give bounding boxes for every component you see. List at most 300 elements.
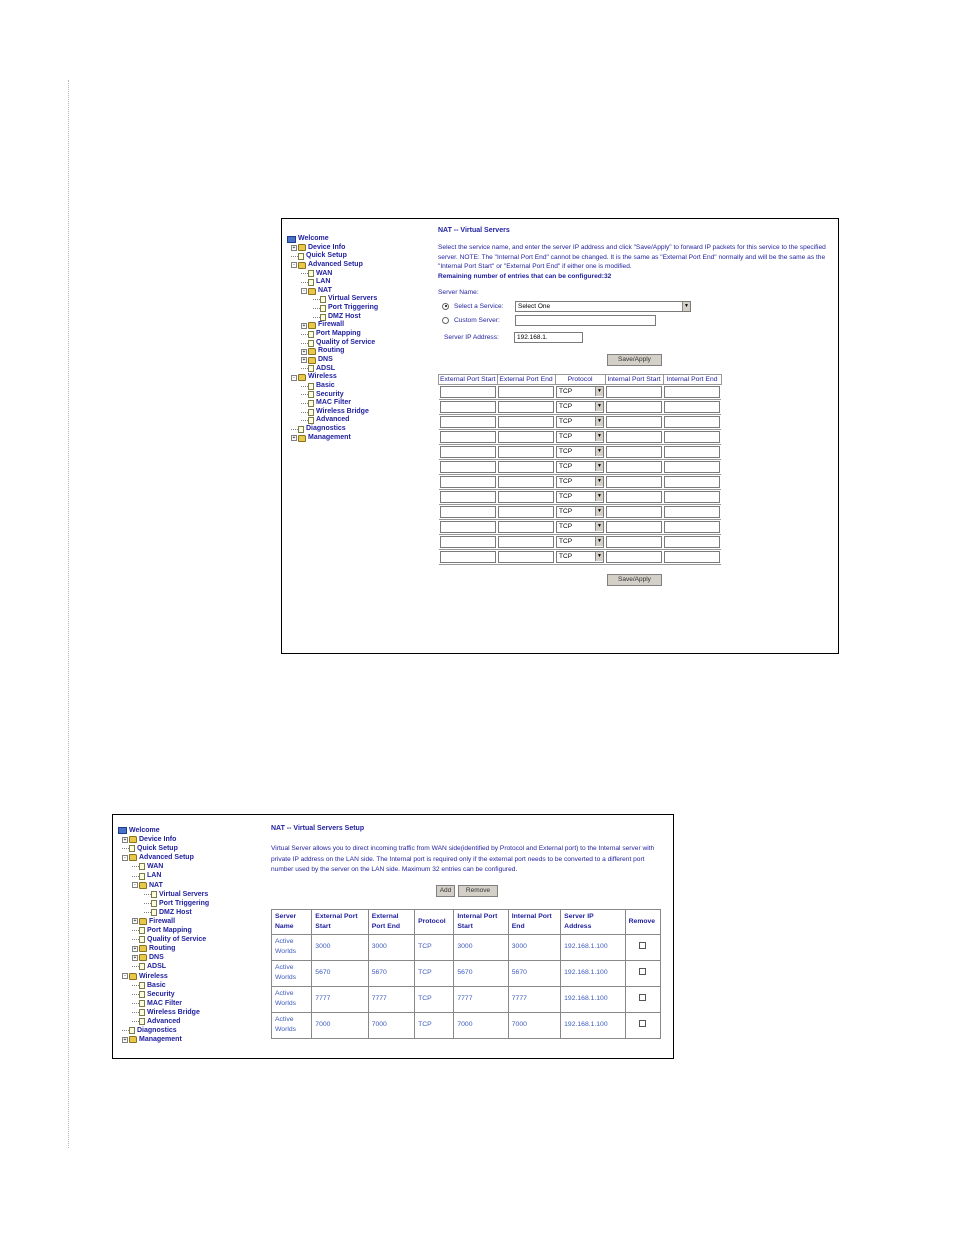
vs-table-header bbox=[272, 909, 661, 934]
menu-item-label: Port Mapping bbox=[316, 330, 361, 338]
internal-port-end-input[interactable] bbox=[664, 416, 720, 428]
protocol-select[interactable] bbox=[556, 431, 604, 443]
port-cell bbox=[439, 475, 498, 490]
remove-checkbox[interactable] bbox=[639, 942, 646, 949]
collapse-icon[interactable]: - bbox=[132, 882, 138, 888]
col-external-port-end: External Port End bbox=[368, 909, 414, 934]
protocol-select[interactable] bbox=[556, 551, 604, 563]
menu-item-label: Diagnostics bbox=[306, 425, 346, 433]
menu-item-dmz-host[interactable] bbox=[287, 313, 427, 322]
port-cell bbox=[555, 460, 605, 475]
menu-item-quality-of-service[interactable] bbox=[287, 339, 427, 348]
port-cell bbox=[605, 385, 663, 400]
menu-item-port-mapping[interactable] bbox=[287, 330, 427, 339]
menu-item-advanced-setup[interactable] bbox=[118, 853, 258, 862]
menu-item-label: Port Triggering bbox=[159, 899, 210, 907]
menu-item-label: NAT bbox=[318, 286, 332, 294]
protocol-select[interactable] bbox=[556, 536, 604, 548]
menu-item-diagnostics[interactable] bbox=[287, 425, 427, 434]
col-server-ip-address: Server IP Address bbox=[561, 909, 625, 934]
remove-checkbox[interactable] bbox=[639, 968, 646, 975]
port-cell bbox=[439, 400, 498, 415]
menu-item-dns[interactable] bbox=[287, 356, 427, 365]
page-icon bbox=[139, 991, 145, 998]
menu-item-quick-setup[interactable] bbox=[287, 252, 427, 261]
table-row bbox=[272, 960, 661, 986]
protocol-value: TCP bbox=[559, 493, 573, 501]
port-cell bbox=[497, 430, 555, 445]
menu-item-basic[interactable] bbox=[118, 981, 258, 990]
menu-item-wireless[interactable] bbox=[118, 972, 258, 981]
menu-item-welcome[interactable] bbox=[118, 826, 258, 835]
internal-port-end-input[interactable] bbox=[664, 446, 720, 458]
cell-internal-port-end: 7000 bbox=[508, 1012, 560, 1038]
external-port-start-input[interactable] bbox=[440, 416, 496, 428]
port-cell bbox=[555, 430, 605, 445]
menu-item-label: Basic bbox=[316, 381, 335, 389]
menu-item-device-info[interactable] bbox=[287, 244, 427, 253]
col-protocol: Protocol bbox=[415, 909, 454, 934]
port-cell bbox=[605, 400, 663, 415]
protocol-select[interactable] bbox=[556, 521, 604, 533]
globe-icon bbox=[287, 236, 296, 243]
external-port-end-input[interactable] bbox=[498, 551, 554, 563]
protocol-select[interactable] bbox=[556, 461, 604, 473]
menu-item-welcome[interactable] bbox=[287, 235, 427, 244]
page-icon bbox=[139, 1000, 145, 1007]
menu-item-wireless-bridge[interactable] bbox=[287, 408, 427, 417]
chevron-down-icon: ▼ bbox=[595, 447, 603, 456]
menu-item-device-info[interactable] bbox=[118, 835, 258, 844]
external-port-start-input[interactable] bbox=[440, 521, 496, 533]
protocol-value: TCP bbox=[559, 448, 573, 456]
page-icon bbox=[151, 909, 157, 916]
port-cell bbox=[555, 535, 605, 550]
menu-item-label: Diagnostics bbox=[137, 1027, 177, 1035]
remove-checkbox[interactable] bbox=[639, 1020, 646, 1027]
internal-port-start-input[interactable] bbox=[606, 446, 662, 458]
internal-port-start-input[interactable] bbox=[606, 461, 662, 473]
internal-port-end-input[interactable] bbox=[664, 551, 720, 563]
port-entry-row bbox=[439, 475, 722, 490]
page-icon bbox=[139, 1009, 145, 1016]
menu-item-management[interactable] bbox=[287, 434, 427, 443]
protocol-value: TCP bbox=[559, 388, 573, 396]
tree-connector bbox=[313, 308, 320, 309]
menu-item-routing[interactable] bbox=[118, 944, 258, 953]
internal-port-start-input[interactable] bbox=[606, 401, 662, 413]
table-row bbox=[272, 934, 661, 960]
chevron-down-icon: ▼ bbox=[595, 462, 603, 471]
page-icon bbox=[308, 270, 314, 277]
menu-item-adsl[interactable] bbox=[287, 365, 427, 374]
tree-connector bbox=[144, 903, 151, 904]
external-port-start-input[interactable] bbox=[440, 431, 496, 443]
external-port-end-input[interactable] bbox=[498, 416, 554, 428]
menu-item-nat[interactable] bbox=[287, 287, 427, 296]
expand-icon[interactable]: + bbox=[133, 954, 137, 961]
menu-item-label: Port Triggering bbox=[328, 304, 379, 312]
internal-port-end-input[interactable] bbox=[664, 461, 720, 473]
menu-item-firewall[interactable] bbox=[287, 321, 427, 330]
folder-icon bbox=[129, 836, 137, 843]
expand-icon[interactable]: + bbox=[123, 1036, 127, 1043]
menu-item-label: Advanced bbox=[147, 1017, 181, 1025]
tree-connector bbox=[122, 1030, 129, 1031]
internal-port-end-input[interactable] bbox=[664, 491, 720, 503]
internal-port-end-input[interactable] bbox=[664, 401, 720, 413]
port-cell bbox=[663, 430, 721, 445]
port-entry-row bbox=[439, 385, 722, 400]
menu-item-advanced[interactable] bbox=[287, 416, 427, 425]
port-cell bbox=[605, 445, 663, 460]
port-cell bbox=[497, 475, 555, 490]
menu-item-security[interactable] bbox=[118, 990, 258, 999]
chevron-down-icon: ▼ bbox=[682, 302, 690, 311]
external-port-start-input[interactable] bbox=[440, 401, 496, 413]
external-port-start-input[interactable] bbox=[440, 551, 496, 563]
port-cell bbox=[663, 385, 721, 400]
port-cell bbox=[663, 460, 721, 475]
col-protocol: Protocol bbox=[555, 375, 605, 385]
cell-internal-port-start: 7000 bbox=[454, 1012, 508, 1038]
collapse-icon[interactable]: - bbox=[291, 375, 297, 381]
menu-item-label: Quality of Service bbox=[316, 338, 376, 346]
menu-item-label: WAN bbox=[147, 863, 164, 871]
port-cell bbox=[663, 505, 721, 520]
chevron-down-icon: ▼ bbox=[595, 492, 603, 501]
custom-server-input[interactable] bbox=[515, 315, 656, 326]
protocol-select[interactable] bbox=[556, 401, 604, 413]
menu-item-basic[interactable] bbox=[287, 382, 427, 391]
cell-server-ip-address: 192.168.1.100 bbox=[561, 934, 625, 960]
port-cell bbox=[439, 505, 498, 520]
col-internal-port-start: Internal Port Start bbox=[454, 909, 508, 934]
menu-item-label: Device Info bbox=[308, 243, 346, 251]
external-port-end-input[interactable] bbox=[498, 536, 554, 548]
menu-item-label: ADSL bbox=[316, 364, 336, 372]
port-entry-row bbox=[439, 505, 722, 520]
cell-external-port-start: 7777 bbox=[312, 986, 368, 1012]
external-port-start-input[interactable] bbox=[440, 476, 496, 488]
port-cell bbox=[605, 520, 663, 535]
save-apply-button-top[interactable]: Save/Apply bbox=[607, 354, 662, 366]
cell-external-port-end: 7000 bbox=[368, 1012, 414, 1038]
external-port-end-input[interactable] bbox=[498, 386, 554, 398]
menu-item-label: Wireless Bridge bbox=[147, 1008, 200, 1016]
menu-item-wireless[interactable] bbox=[287, 373, 427, 382]
page-icon bbox=[320, 305, 326, 312]
tree-connector bbox=[301, 368, 308, 369]
navigation-tree bbox=[287, 235, 427, 442]
protocol-value: TCP bbox=[559, 403, 573, 411]
virtual-servers-list bbox=[271, 825, 667, 1039]
chevron-down-icon: ▼ bbox=[595, 552, 603, 561]
chevron-down-icon: ▼ bbox=[595, 417, 603, 426]
protocol-select[interactable] bbox=[556, 446, 604, 458]
protocol-select[interactable] bbox=[556, 476, 604, 488]
collapse-icon[interactable]: - bbox=[301, 288, 307, 294]
tree-connector bbox=[132, 1021, 139, 1022]
menu-item-label: Quality of Service bbox=[147, 936, 207, 944]
page-icon bbox=[139, 873, 145, 880]
external-port-start-input[interactable] bbox=[440, 461, 496, 473]
page-icon bbox=[139, 963, 145, 970]
menu-item-label: Advanced Setup bbox=[308, 260, 363, 268]
external-port-end-input[interactable] bbox=[498, 476, 554, 488]
internal-port-start-input[interactable] bbox=[606, 521, 662, 533]
protocol-value: TCP bbox=[559, 538, 573, 546]
menu-item-label: Welcome bbox=[298, 235, 329, 242]
port-cell bbox=[605, 430, 663, 445]
folder-icon bbox=[129, 854, 137, 861]
add-button[interactable]: Add bbox=[436, 885, 455, 897]
menu-item-label: DMZ Host bbox=[328, 312, 361, 320]
menu-item-wireless-bridge[interactable] bbox=[118, 1008, 258, 1017]
cell-external-port-start: 3000 bbox=[312, 934, 368, 960]
page-margin-rule bbox=[68, 80, 69, 1148]
menu-item-wan[interactable] bbox=[118, 862, 258, 871]
service-select-value: Select One bbox=[518, 302, 551, 310]
menu-item-firewall[interactable] bbox=[118, 917, 258, 926]
remove-checkbox[interactable] bbox=[639, 994, 646, 1001]
port-entry-row bbox=[439, 490, 722, 505]
tree-connector bbox=[132, 939, 139, 940]
folder-icon bbox=[298, 435, 306, 442]
protocol-select[interactable] bbox=[556, 386, 604, 398]
menu-item-label: Basic bbox=[147, 981, 166, 989]
port-entry-row bbox=[439, 520, 722, 535]
port-cell bbox=[605, 490, 663, 505]
tree-connector bbox=[301, 403, 308, 404]
cell-external-port-end: 5670 bbox=[368, 960, 414, 986]
external-port-end-input[interactable] bbox=[498, 491, 554, 503]
expand-icon[interactable]: + bbox=[292, 435, 296, 442]
port-entry-row bbox=[439, 445, 722, 460]
external-port-end-input[interactable] bbox=[498, 461, 554, 473]
table-row bbox=[272, 1012, 661, 1038]
protocol-select[interactable] bbox=[556, 506, 604, 518]
tree-connector bbox=[132, 1003, 139, 1004]
tree-connector bbox=[301, 343, 308, 344]
screenshot-virtual-servers-setup bbox=[112, 814, 674, 1059]
expand-icon[interactable]: + bbox=[302, 322, 306, 329]
menu-item-label: LAN bbox=[147, 872, 162, 880]
server-ip-input[interactable]: 192.168.1. bbox=[514, 332, 583, 343]
expand-icon[interactable]: + bbox=[302, 357, 306, 364]
custom-server-radio[interactable] bbox=[442, 317, 449, 324]
port-cell bbox=[663, 445, 721, 460]
chevron-down-icon: ▼ bbox=[595, 432, 603, 441]
menu-item-label: LAN bbox=[316, 278, 331, 286]
internal-port-end-input[interactable] bbox=[664, 521, 720, 533]
menu-item-nat[interactable] bbox=[118, 881, 258, 890]
menu-item-label: Advanced bbox=[316, 416, 350, 424]
cell-server-ip-address: 192.168.1.100 bbox=[561, 986, 625, 1012]
folder-icon bbox=[139, 954, 147, 961]
menu-item-diagnostics[interactable] bbox=[118, 1026, 258, 1035]
page-icon bbox=[129, 1027, 135, 1034]
cell-protocol: TCP bbox=[415, 934, 454, 960]
menu-item-label: MAC Filter bbox=[147, 999, 182, 1007]
internal-port-start-input[interactable] bbox=[606, 536, 662, 548]
menu-item-port-triggering[interactable] bbox=[287, 304, 427, 313]
internal-port-start-input[interactable] bbox=[606, 506, 662, 518]
folder-icon bbox=[139, 918, 147, 925]
protocol-select[interactable] bbox=[556, 491, 604, 503]
menu-item-mac-filter[interactable] bbox=[287, 399, 427, 408]
menu-item-routing[interactable] bbox=[287, 347, 427, 356]
port-cell bbox=[555, 400, 605, 415]
internal-port-end-input[interactable] bbox=[664, 431, 720, 443]
cell-external-port-start: 5670 bbox=[312, 960, 368, 986]
cell-server-name: Active Worlds bbox=[272, 1012, 312, 1038]
menu-item-virtual-servers[interactable] bbox=[118, 890, 258, 899]
external-port-start-input[interactable] bbox=[440, 491, 496, 503]
internal-port-start-input[interactable] bbox=[606, 551, 662, 563]
port-cell bbox=[555, 490, 605, 505]
port-cell bbox=[439, 520, 498, 535]
menu-item-port-triggering[interactable] bbox=[118, 899, 258, 908]
service-select[interactable] bbox=[515, 301, 691, 312]
external-port-end-input[interactable] bbox=[498, 521, 554, 533]
remove-button[interactable]: Remove bbox=[458, 885, 498, 897]
tree-connector bbox=[301, 273, 308, 274]
tree-connector bbox=[301, 386, 308, 387]
port-cell bbox=[663, 535, 721, 550]
folder-icon bbox=[308, 357, 316, 364]
server-ip-label: Server IP Address: bbox=[444, 333, 499, 341]
menu-item-advanced[interactable] bbox=[118, 1017, 258, 1026]
menu-item-label: Firewall bbox=[318, 321, 345, 329]
external-port-start-input[interactable] bbox=[440, 386, 496, 398]
internal-port-end-input[interactable] bbox=[664, 536, 720, 548]
virtual-servers-form bbox=[438, 227, 830, 586]
tree-connector bbox=[144, 894, 151, 895]
internal-port-end-input[interactable] bbox=[664, 476, 720, 488]
expand-icon[interactable]: + bbox=[133, 945, 137, 952]
expand-icon[interactable]: + bbox=[292, 244, 296, 251]
page-icon bbox=[308, 365, 314, 372]
port-entry-row bbox=[439, 535, 722, 550]
menu-item-label: Firewall bbox=[149, 917, 176, 925]
page-icon bbox=[151, 891, 157, 898]
internal-port-start-input[interactable] bbox=[606, 416, 662, 428]
menu-item-lan[interactable] bbox=[118, 871, 258, 880]
menu-item-label: NAT bbox=[149, 881, 163, 889]
page-icon bbox=[308, 391, 314, 398]
menu-item-adsl[interactable] bbox=[118, 962, 258, 971]
cell-protocol: TCP bbox=[415, 1012, 454, 1038]
menu-item-dmz-host[interactable] bbox=[118, 908, 258, 917]
collapse-icon[interactable]: - bbox=[291, 262, 297, 268]
internal-port-start-input[interactable] bbox=[606, 476, 662, 488]
external-port-end-input[interactable] bbox=[498, 431, 554, 443]
menu-item-advanced-setup[interactable] bbox=[287, 261, 427, 270]
port-cell bbox=[555, 385, 605, 400]
port-cell bbox=[497, 490, 555, 505]
internal-port-end-input[interactable] bbox=[664, 386, 720, 398]
menu-item-quick-setup[interactable] bbox=[118, 844, 258, 853]
port-cell bbox=[439, 535, 498, 550]
tree-connector bbox=[132, 966, 139, 967]
protocol-select[interactable] bbox=[556, 416, 604, 428]
menu-item-dns[interactable] bbox=[118, 953, 258, 962]
port-cell bbox=[663, 475, 721, 490]
folder-icon bbox=[139, 945, 147, 952]
external-port-start-input[interactable] bbox=[440, 446, 496, 458]
menu-item-wan[interactable] bbox=[287, 270, 427, 279]
menu-item-security[interactable] bbox=[287, 391, 427, 400]
internal-port-end-input[interactable] bbox=[664, 506, 720, 518]
page-icon bbox=[308, 340, 314, 347]
tree-connector bbox=[301, 282, 308, 283]
external-port-start-input[interactable] bbox=[440, 506, 496, 518]
port-cell bbox=[439, 445, 498, 460]
tree-connector bbox=[291, 256, 298, 257]
menu-item-management[interactable] bbox=[118, 1035, 258, 1044]
menu-item-label: Virtual Servers bbox=[159, 890, 209, 898]
tree-connector bbox=[132, 876, 139, 877]
expand-icon[interactable]: + bbox=[133, 918, 137, 925]
cell-server-name: Active Worlds bbox=[272, 934, 312, 960]
internal-port-start-input[interactable] bbox=[606, 386, 662, 398]
menu-item-mac-filter[interactable] bbox=[118, 999, 258, 1008]
external-port-start-input[interactable] bbox=[440, 536, 496, 548]
port-cell bbox=[497, 385, 555, 400]
menu-item-port-mapping[interactable] bbox=[118, 926, 258, 935]
cell-remove bbox=[625, 1012, 660, 1038]
expand-icon[interactable]: + bbox=[302, 348, 306, 355]
page-icon bbox=[298, 253, 304, 260]
page-description: Virtual Server allows you to direct incoming traffic from WAN side(identified by Protocol and External port) to the Internal server with private IP address on the LAN side. The Internal port is required only if the external port needs to be converted to a different port number used by the server on the LAN side. Maximum 32 entries can be configured. bbox=[271, 845, 655, 874]
menu-item-label: DNS bbox=[318, 355, 333, 363]
page-icon bbox=[308, 409, 314, 416]
external-port-end-input[interactable] bbox=[498, 401, 554, 413]
menu-item-quality-of-service[interactable] bbox=[118, 935, 258, 944]
page-icon bbox=[139, 982, 145, 989]
menu-item-label: Management bbox=[139, 1036, 182, 1044]
external-port-end-input[interactable] bbox=[498, 446, 554, 458]
port-cell bbox=[663, 520, 721, 535]
external-port-end-input[interactable] bbox=[498, 506, 554, 518]
tree-connector bbox=[132, 985, 139, 986]
cell-server-name: Active Worlds bbox=[272, 960, 312, 986]
collapse-icon[interactable]: - bbox=[122, 973, 128, 979]
internal-port-start-input[interactable] bbox=[606, 431, 662, 443]
port-cell bbox=[663, 400, 721, 415]
save-apply-button-bottom[interactable]: Save/Apply bbox=[607, 574, 662, 586]
select-service-radio[interactable] bbox=[442, 303, 449, 310]
internal-port-start-input[interactable] bbox=[606, 491, 662, 503]
page-icon bbox=[308, 383, 314, 390]
page-icon bbox=[320, 296, 326, 303]
cell-remove bbox=[625, 934, 660, 960]
col-internal-port-end: Internal Port End bbox=[508, 909, 560, 934]
menu-item-virtual-servers[interactable] bbox=[287, 295, 427, 304]
cell-server-name: Active Worlds bbox=[272, 986, 312, 1012]
collapse-icon[interactable]: - bbox=[122, 855, 128, 861]
port-cell bbox=[555, 415, 605, 430]
expand-icon[interactable]: + bbox=[123, 836, 127, 843]
cell-protocol: TCP bbox=[415, 960, 454, 986]
tree-connector bbox=[132, 994, 139, 995]
globe-icon bbox=[118, 827, 127, 834]
cell-remove bbox=[625, 986, 660, 1012]
port-entry-row bbox=[439, 550, 722, 565]
page-icon bbox=[308, 331, 314, 338]
menu-item-lan[interactable] bbox=[287, 278, 427, 287]
